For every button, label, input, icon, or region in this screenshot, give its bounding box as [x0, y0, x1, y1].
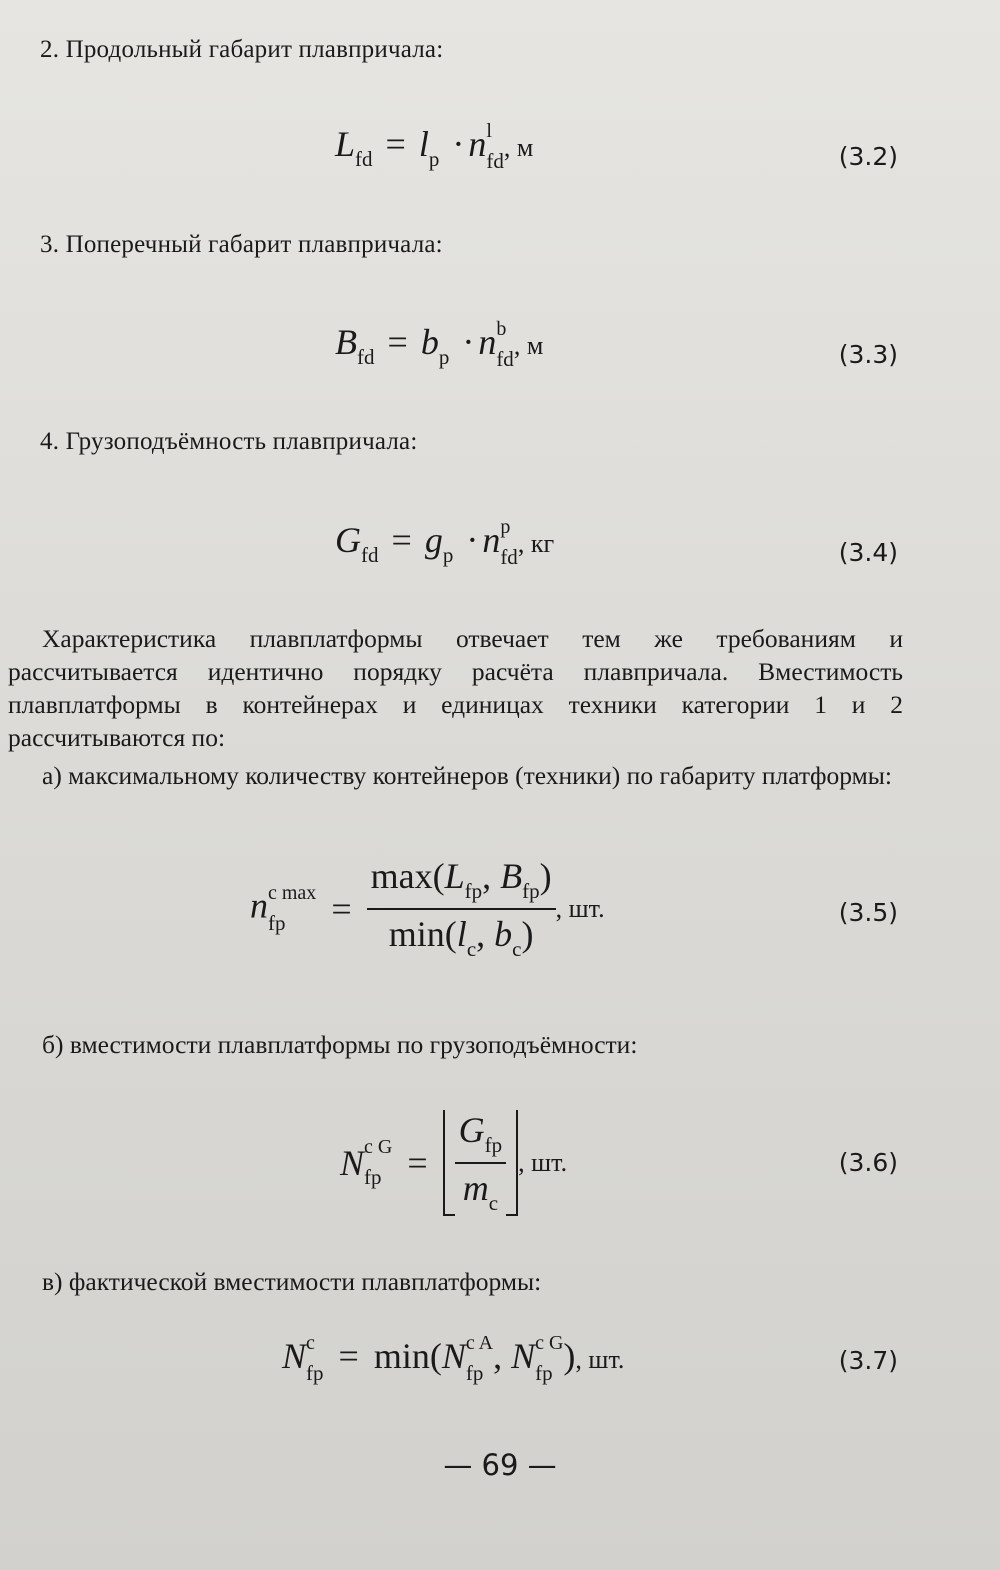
equation-number-3-2: (3.2): [838, 142, 898, 171]
f35-lhs-scripts: [268, 881, 317, 935]
dot-operator: ·: [462, 322, 475, 362]
equals-sign: =: [385, 124, 406, 164]
heading-longitudinal-dimension: 2. Продольный габарит плавпричала:: [40, 36, 444, 63]
f34-unit: , кг: [517, 529, 555, 558]
f33-n-sub: fd: [496, 347, 514, 372]
f33-a: b: [420, 322, 439, 362]
f32-a-sub: p: [428, 147, 440, 171]
f36-lhs: N: [340, 1143, 365, 1183]
f33-n-scripts: [496, 318, 514, 372]
equation-number-3-7: (3.7): [838, 1346, 898, 1375]
f36-lhs-sub: fp: [364, 1164, 382, 1189]
formula-3-7: N c fp = min(N c A fp , N c G fp ), шт.: [282, 1332, 625, 1386]
f35-l: l: [456, 914, 467, 954]
f33-n-sup: b: [496, 318, 507, 341]
equation-number-3-4: (3.4): [838, 538, 898, 567]
f35-lhs: n: [250, 885, 268, 926]
f32-lhs-sub: fd: [355, 147, 373, 171]
dot-operator: ·: [466, 520, 479, 560]
dot-operator: ·: [452, 124, 465, 164]
f36-lhs-scripts: [364, 1135, 393, 1189]
f35-unit: , шт.: [555, 894, 605, 923]
page-number: — 69 —: [443, 1448, 557, 1482]
f35-lhs-sup: c max: [268, 881, 317, 904]
equals-sign: =: [391, 520, 412, 560]
f36-G: G: [458, 1110, 485, 1150]
equals-sign: =: [338, 1336, 359, 1376]
f37-lhs: N: [282, 1336, 307, 1376]
f32-n-sup: l: [486, 120, 492, 143]
f36-floor-brackets: [443, 1110, 519, 1216]
f35-l-sub: c: [466, 937, 477, 961]
f32-unit: , м: [503, 133, 534, 162]
f34-lhs: G: [335, 520, 361, 560]
f37-b: N: [511, 1336, 536, 1376]
f37-a-scripts: [465, 1332, 494, 1386]
f37-a-sup: c A: [465, 1332, 494, 1355]
formula-3-2: [335, 120, 534, 174]
f37-lhs-sup: c: [306, 1332, 315, 1355]
f34-n-sub: fd: [500, 545, 518, 570]
f32-lhs: L: [335, 124, 356, 164]
f36-unit: , шт.: [518, 1148, 568, 1177]
item-a-max-containers: а) максимальному количеству контейнеров (техники) по габариту платформы:: [42, 761, 893, 790]
f33-unit: , м: [513, 331, 544, 360]
heading-load-capacity: 4. Грузоподъёмность плавпричала:: [40, 428, 418, 455]
f37-a-sub: fp: [465, 1361, 484, 1386]
f32-n: n: [468, 124, 487, 164]
f33-lhs: B: [335, 322, 357, 362]
f35-b: b: [494, 914, 513, 954]
f37-lhs-scripts: [306, 1332, 324, 1386]
f32-n-sub: fd: [486, 149, 504, 174]
f35-L: L: [444, 856, 465, 896]
equals-sign: =: [331, 889, 352, 929]
f37-a: N: [441, 1336, 466, 1376]
f34-lhs-sub: fd: [361, 543, 379, 567]
f35-fraction: [367, 858, 556, 960]
f35-max-fn: max: [370, 856, 433, 896]
formula-3-6: [340, 1110, 567, 1216]
platform-characteristics-paragraph: Характеристика плавплатформы отвечает тем же требованиям и рассчитывается идентично порядку расчёта плавпричала. Вместимость плавплатформы в контейнерах и единицах техники категории 1 и 2 рассчитываются по:: [8, 624, 903, 752]
f37-min-fn: min: [373, 1336, 430, 1376]
f36-G-sub: fp: [484, 1133, 503, 1157]
f34-n-scripts: [500, 516, 518, 570]
item-b-capacity-by-load: б) вместимости плавплатформы по грузоподъёмности:: [42, 1030, 638, 1059]
f34-n-sup: p: [500, 516, 511, 539]
equals-sign: =: [387, 322, 408, 362]
equation-number-3-3: (3.3): [838, 340, 898, 369]
f32-a: l: [418, 124, 429, 164]
formula-3-5: [250, 858, 605, 960]
f37-b-scripts: [535, 1332, 564, 1386]
f37-b-sup: c G: [535, 1332, 564, 1355]
f33-a-sub: p: [438, 345, 450, 369]
f35-B-sub: fp: [522, 879, 540, 903]
equals-sign: =: [407, 1143, 428, 1183]
f35-numerator: $\max(L_{fp}$, $B_{fp}$): [367, 858, 556, 910]
f36-lhs-sup: c G: [364, 1135, 393, 1158]
item-c-actual-capacity: в) фактической вместимости плавплатформы:: [42, 1267, 542, 1296]
heading-transverse-dimension: 3. Поперечный габарит плавпричала:: [40, 231, 443, 258]
f35-b-sub: c: [512, 937, 522, 961]
f36-m: m: [462, 1168, 489, 1208]
f35-B: B: [500, 856, 523, 896]
equation-number-3-6: (3.6): [838, 1148, 898, 1177]
f35-denominator: $\min(l_c$, $b_c$): [388, 914, 534, 961]
f35-L-sub: fp: [464, 879, 483, 903]
f35-min-fn: min: [388, 914, 445, 954]
f34-a-sub: p: [442, 543, 454, 567]
f33-lhs-sub: fd: [357, 345, 375, 369]
f35-lhs-sub: fp: [268, 910, 286, 935]
f36-m-sub: c: [488, 1191, 499, 1215]
f37-b-sub: fp: [535, 1361, 553, 1386]
f37-unit: , шт.: [575, 1345, 625, 1374]
f36-numerator: [455, 1112, 507, 1164]
equation-number-3-5: (3.5): [838, 898, 898, 927]
f33-n: n: [478, 322, 497, 362]
f34-a: g: [424, 520, 443, 560]
f37-lhs-sub: fp: [306, 1361, 324, 1386]
f36-fraction: [455, 1112, 507, 1214]
f36-denominator: [455, 1164, 507, 1214]
f34-n: n: [482, 520, 501, 560]
formula-3-3: [335, 318, 544, 372]
formula-3-4: [335, 516, 555, 570]
f32-n-scripts: [486, 120, 504, 174]
